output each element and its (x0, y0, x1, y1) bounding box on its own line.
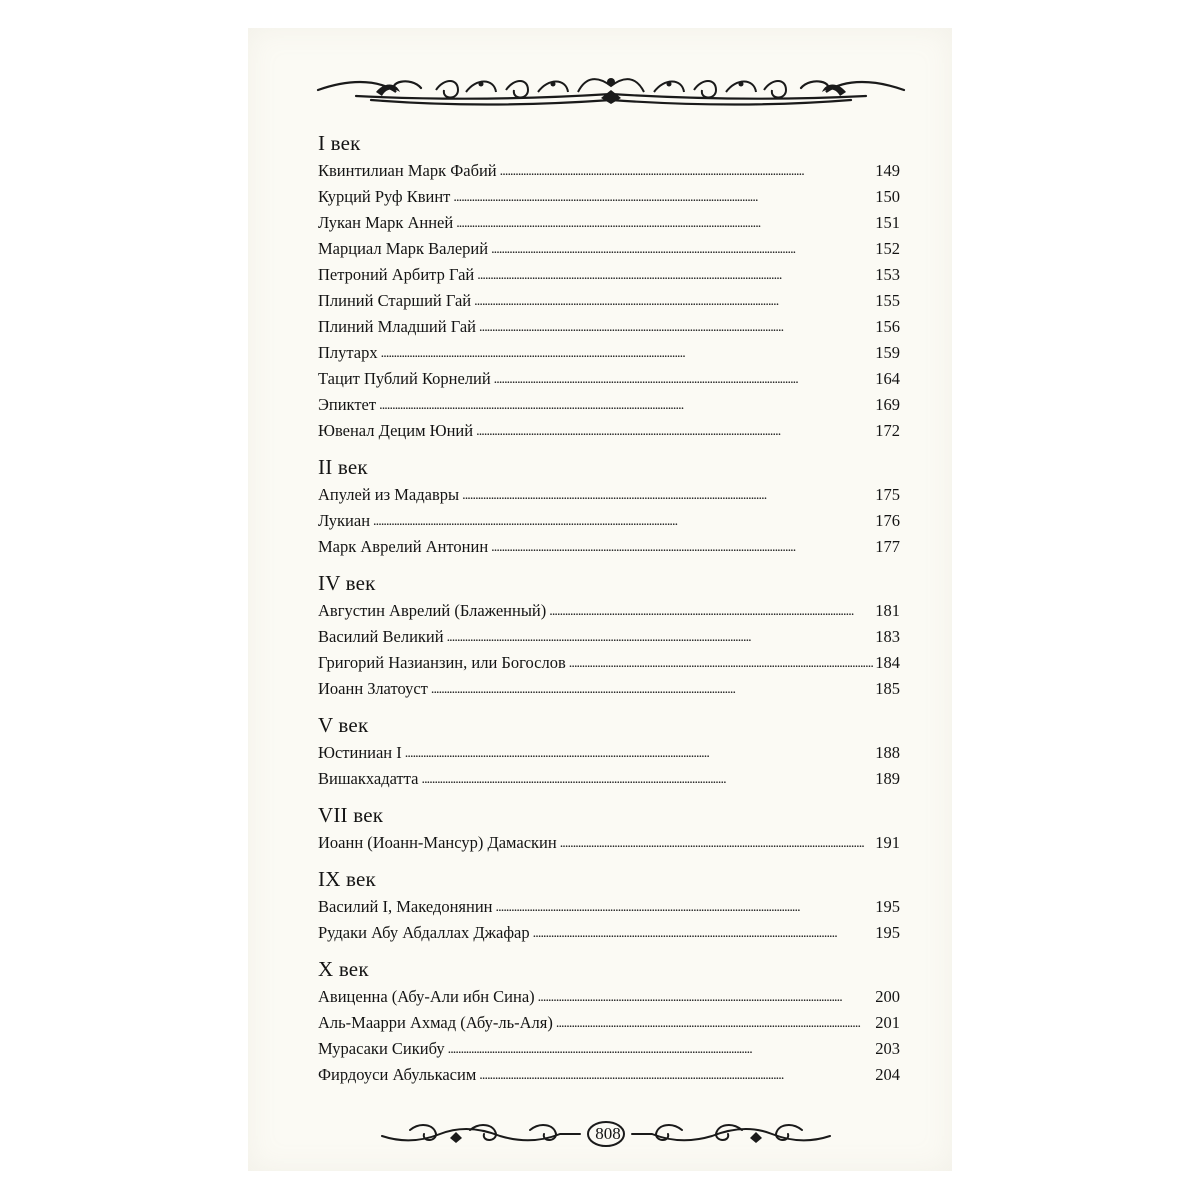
dot-leader (479, 1061, 874, 1089)
toc-entry[interactable] (318, 184, 900, 210)
entry-name: Курций Руф Квинт (318, 187, 451, 206)
dot-leader (453, 183, 874, 211)
entry-name: Иоанн (Иоанн-Мансур) Дамаскин (318, 833, 557, 852)
toc-entry[interactable] (318, 340, 900, 366)
dot-leader (560, 829, 875, 857)
dot-leader (431, 675, 874, 703)
toc-entry[interactable] (318, 1062, 900, 1088)
toc-entry[interactable] (318, 392, 900, 418)
section-heading: IV век (318, 571, 376, 595)
entry-page-number: 188 (875, 743, 900, 762)
entry-page-number: 185 (875, 679, 900, 698)
dot-leader (474, 287, 874, 315)
entry-page-number: 200 (875, 987, 900, 1006)
entry-name: Григорий Назианзин, или Богослов (318, 653, 566, 672)
entry-name: Марк Аврелий Антонин (318, 537, 489, 556)
toc-entry[interactable] (318, 210, 900, 236)
toc-entry[interactable] (318, 288, 900, 314)
entry-name: Василий I, Македонянин (318, 897, 493, 916)
entry-name: Августин Аврелий (Блаженный) (318, 601, 547, 620)
entry-name: Лукиан (318, 511, 371, 530)
toc-section (318, 710, 900, 792)
toc-entry[interactable] (318, 766, 900, 792)
entry-name: Вишакхадатта (318, 769, 419, 788)
dot-leader (569, 649, 875, 677)
entry-page-number: 156 (875, 317, 900, 336)
entry-page-number: 204 (875, 1065, 900, 1084)
entry-page-number: 149 (875, 161, 900, 180)
table-of-contents (318, 122, 900, 1088)
dot-leader (500, 157, 875, 185)
entry-name: Квинтилиан Марк Фабий (318, 161, 497, 180)
toc-entry[interactable] (318, 598, 900, 624)
entry-name: Иоанн Златоуст (318, 679, 428, 698)
entry-page-number: 151 (875, 213, 900, 232)
toc-entry[interactable] (318, 508, 900, 534)
entry-page-number: 153 (875, 265, 900, 284)
entry-name: Мурасаки Сикибу (318, 1039, 445, 1058)
dot-leader (479, 313, 874, 341)
entry-page-number: 195 (875, 923, 900, 942)
entry-name: Эпиктет (318, 395, 377, 414)
entry-name: Аль-Маарри Ахмад (Абу-ль-Аля) (318, 1013, 553, 1032)
dot-leader (476, 417, 874, 445)
entry-page-number: 172 (875, 421, 900, 440)
toc-section (318, 128, 900, 444)
toc-entry[interactable] (318, 1036, 900, 1062)
toc-entry[interactable] (318, 676, 900, 702)
entry-name: Авиценна (Абу-Али ибн Сина) (318, 987, 535, 1006)
toc-section (318, 452, 900, 560)
entry-name: Апулей из Мадавры (318, 485, 460, 504)
dot-leader (373, 507, 874, 535)
dot-leader (538, 983, 875, 1011)
ornamental-scroll-header-icon (316, 70, 906, 120)
entry-page-number: 155 (875, 291, 900, 310)
entry-page-number: 175 (875, 485, 900, 504)
entry-page-number: 177 (875, 537, 900, 556)
entry-page-number: 203 (875, 1039, 900, 1058)
toc-section (318, 954, 900, 1088)
section-heading: I век (318, 131, 361, 155)
entry-page-number: 195 (875, 897, 900, 916)
toc-section (318, 864, 900, 946)
dot-leader (462, 481, 874, 509)
entry-name: Плиний Младший Гай (318, 317, 476, 336)
toc-entry[interactable] (318, 262, 900, 288)
toc-entry[interactable] (318, 740, 900, 766)
toc-entry[interactable] (318, 624, 900, 650)
dot-leader (379, 391, 874, 419)
toc-entry[interactable] (318, 236, 900, 262)
entry-name: Марциал Марк Валерий (318, 239, 489, 258)
dot-leader (549, 597, 874, 625)
dot-leader (533, 919, 875, 947)
entry-name: Лукан Марк Анней (318, 213, 454, 232)
entry-name: Рудаки Абу Абдаллах Джафар (318, 923, 530, 942)
entry-page-number: 176 (875, 511, 900, 530)
dot-leader (456, 209, 874, 237)
entry-page-number: 189 (875, 769, 900, 788)
entry-name: Плиний Старший Гай (318, 291, 472, 310)
entry-name: Петроний Арбитр Гай (318, 265, 475, 284)
section-heading: VII век (318, 803, 384, 827)
dot-leader (496, 893, 875, 921)
toc-entry[interactable] (318, 984, 900, 1010)
page-number: 808 (595, 1124, 621, 1143)
dot-leader (405, 739, 874, 767)
entry-page-number: 191 (875, 833, 900, 852)
entry-page-number: 183 (875, 627, 900, 646)
section-heading: II век (318, 455, 368, 479)
entry-page-number: 150 (875, 187, 900, 206)
dot-leader (491, 235, 874, 263)
entry-name: Тацит Публий Корнелий (318, 369, 491, 388)
entry-name: Плутарх (318, 343, 378, 362)
dot-leader (421, 765, 874, 793)
entry-page-number: 164 (875, 369, 900, 388)
entry-page-number: 181 (875, 601, 900, 620)
dot-leader (494, 365, 875, 393)
entry-name: Юстиниан I (318, 743, 402, 762)
entry-page-number: 169 (875, 395, 900, 414)
entry-page-number: 152 (875, 239, 900, 258)
dot-leader (448, 1035, 875, 1063)
dot-leader (477, 261, 874, 289)
toc-entry[interactable] (318, 920, 900, 946)
toc-entry[interactable] (318, 418, 900, 444)
dot-leader (491, 533, 874, 561)
toc-entry[interactable] (318, 650, 900, 676)
toc-entry[interactable] (318, 366, 900, 392)
section-heading: IX век (318, 867, 376, 891)
dot-leader (556, 1009, 874, 1037)
toc-entry[interactable] (318, 482, 900, 508)
entry-name: Василий Великий (318, 627, 444, 646)
entry-name: Фирдоуси Абулькасим (318, 1065, 477, 1084)
toc-entry[interactable] (318, 830, 900, 856)
toc-entry[interactable] (318, 314, 900, 340)
entry-page-number: 184 (875, 653, 900, 672)
entry-name: Ювенал Децим Юний (318, 421, 474, 440)
entry-page-number: 159 (875, 343, 900, 362)
toc-section (318, 568, 900, 702)
dot-leader (381, 339, 875, 367)
toc-entry[interactable] (318, 534, 900, 560)
toc-section (318, 800, 900, 856)
section-heading: V век (318, 713, 369, 737)
entry-page-number: 201 (875, 1013, 900, 1032)
toc-entry[interactable] (318, 158, 900, 184)
dot-leader (447, 623, 875, 651)
section-heading: X век (318, 957, 369, 981)
toc-entry[interactable] (318, 894, 900, 920)
toc-entry[interactable] (318, 1010, 900, 1036)
